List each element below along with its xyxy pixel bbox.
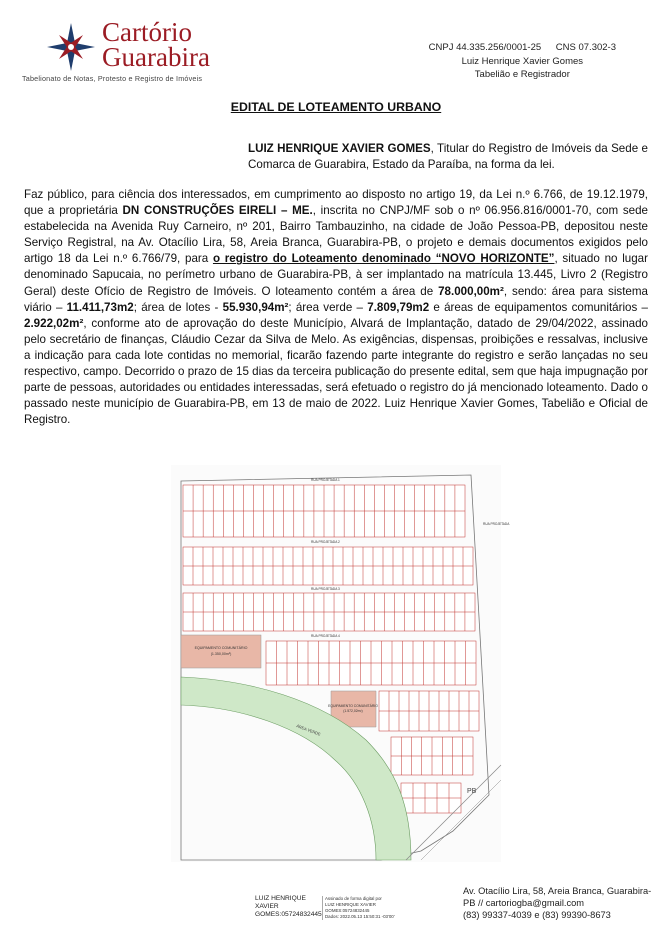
street-4-label: RUA PROJETADA 4 xyxy=(311,634,340,638)
header-info xyxy=(429,41,616,82)
header-ids xyxy=(429,41,616,55)
cns: CNS 07.302-3 xyxy=(555,42,616,53)
header-name: Luiz Henrique Xavier Gomes xyxy=(461,55,584,67)
area-equipamentos: 2.922,02m² xyxy=(24,316,84,330)
sig-detail-2: LUIZ HENRIQUE XAVIER xyxy=(325,902,376,907)
logo-subtitle: Tabelionato de Notas, Protesto e Registro de Imóveis xyxy=(22,74,203,83)
area-total: 78.000,00m² xyxy=(438,284,504,298)
logo-wordmark xyxy=(102,17,210,72)
street-1-label: RUA PROJETADA 1 xyxy=(311,478,340,482)
company-name: DN CONSTRUÇÕES EIRELI – ME. xyxy=(122,204,313,218)
digital-signature-details xyxy=(322,896,395,920)
body-text-3: , situado no lugar denominado Sapucaia, no perímetro urbano de Guarabira-PB, à ser implantado na matrícula 13.445, Livro 2 (Registro Geral) deste Ofício de Registro de Imóveis. O loteamento contém a área de xyxy=(24,252,648,298)
digital-signature-name xyxy=(255,895,322,919)
area-viario: 11.411,73m2 xyxy=(66,300,134,314)
intro-text: , Titular do Registro de Imóveis da Sede e Comarca de Guarabira, Estado da Paraíba, na forma da lei. xyxy=(248,142,648,171)
document-title: EDITAL DE LOTEAMENTO URBANO xyxy=(230,100,442,114)
footer-phones: (83) 99337-4039 e (83) 99390-8673 xyxy=(463,910,611,921)
street-3-label: RUA PROJETADA 3 xyxy=(311,587,340,591)
footer-contact xyxy=(463,885,655,921)
equipment-area-1-area: (1.350,00m²) xyxy=(210,652,232,656)
body-text-8: , conforme ato de aprovação do deste Município, Alvará de Implantação, datado de 29/04/2022, assinado pelo secretário de finanças, Cláudio Cezar da Silva de Melo. As exigências, dispensas, proibições e ressalvas, inclusive a indicação para cada lote contidas no memorial, ficarão fazendo parte integrante do registro e serão lançadas no seu respectivo, campo. Decorrido o prazo de 15 dias da terceira publicação do presente edital, sem que haja impugnação por parte de pessoas, autoridades ou entidades interessadas, será efetuado o registro do já mencionado loteamento. Dado o passado neste município de Guarabira-PB, em 13 de maio de 2022. Luiz Henrique Xavier Gomes, Tabelião e Oficial de Registro. xyxy=(24,316,648,427)
intro-name: LUIZ HENRIQUE XAVIER GOMES xyxy=(248,142,431,155)
site-plan-map xyxy=(171,465,510,862)
sig-detail-1: Assinado de forma digital por xyxy=(325,896,382,901)
body-text-4: , sendo: área para sistema viário – xyxy=(24,284,648,314)
sig-line-3: GOMES:05724832445 xyxy=(255,911,322,918)
equipment-area-2-area: (1.572,02m²) xyxy=(343,709,363,713)
footer-address: Av. Otacílio Lira, 58, Areia Branca, Guarabira-PB // cartoriogba@gmail.com xyxy=(463,886,652,909)
header-role: Tabelião e Registrador xyxy=(474,69,570,80)
body-text-5: ; área de lotes - xyxy=(133,300,223,314)
street-2-label: RUA PROJETADA 2 xyxy=(311,540,340,544)
sig-detail-4: Dados: 2022.05.13 15:50:31 -03'00' xyxy=(325,914,395,919)
intro-paragraph xyxy=(248,141,648,173)
area-lotes: 55.930,94m² xyxy=(222,300,289,314)
logo-line-2: Guarabira xyxy=(102,42,210,72)
street-side-label: RUA PROJETADA xyxy=(483,522,510,526)
body-text-7: e áreas de equipamentos comunitários – xyxy=(429,300,648,314)
sig-detail-3: GOMES:05724832445 xyxy=(325,908,370,913)
cartorio-logo xyxy=(22,16,252,88)
highway-label: PB xyxy=(467,788,477,795)
cnpj: CNPJ 44.335.256/0001-25 xyxy=(428,42,542,53)
logo-line-1: Cartório xyxy=(102,17,192,47)
registro-emphasis: o registro do Loteamento denominado “NOVO HORIZONTE” xyxy=(212,252,555,266)
equipment-area-2-label: EQUIPAMENTO COMUNITÁRIO xyxy=(328,704,378,708)
star-logo-icon xyxy=(46,22,96,72)
body-text-2: , inscrita no CNPJ/MF sob o nº 06.956.816/0001-70, com sede estabelecida na Avenida Ruy Carneiro, nº 201, Bairro Tambauzinho, na cidade de João Pessoa-PB, depositou neste Serviço Registral, na Av. Otacílio Lira, 58, Areia Branca, Guarabira-PB, o projeto e demais documentos exigidos pelo artigo 18 da Lei n.º 6.766/79, para xyxy=(24,204,648,266)
equipment-area-1-label: EQUIPAMENTO COMUNITÁRIO xyxy=(194,646,248,650)
body-paragraph xyxy=(24,187,648,428)
body-text-1: Faz público, para ciência dos interessados, em cumprimento ao disposto no artigo 19, da Lei n.º 6.766, de 19.12.1979, que a proprietária xyxy=(24,188,648,218)
sig-line-2: XAVIER xyxy=(255,903,279,910)
area-verde: 7.809,79m2 xyxy=(367,300,430,314)
green-area-label: ÁREA VERDE xyxy=(295,723,322,737)
body-text-6: ; área verde – xyxy=(288,300,368,314)
sig-line-1: LUIZ HENRIQUE xyxy=(255,895,306,902)
